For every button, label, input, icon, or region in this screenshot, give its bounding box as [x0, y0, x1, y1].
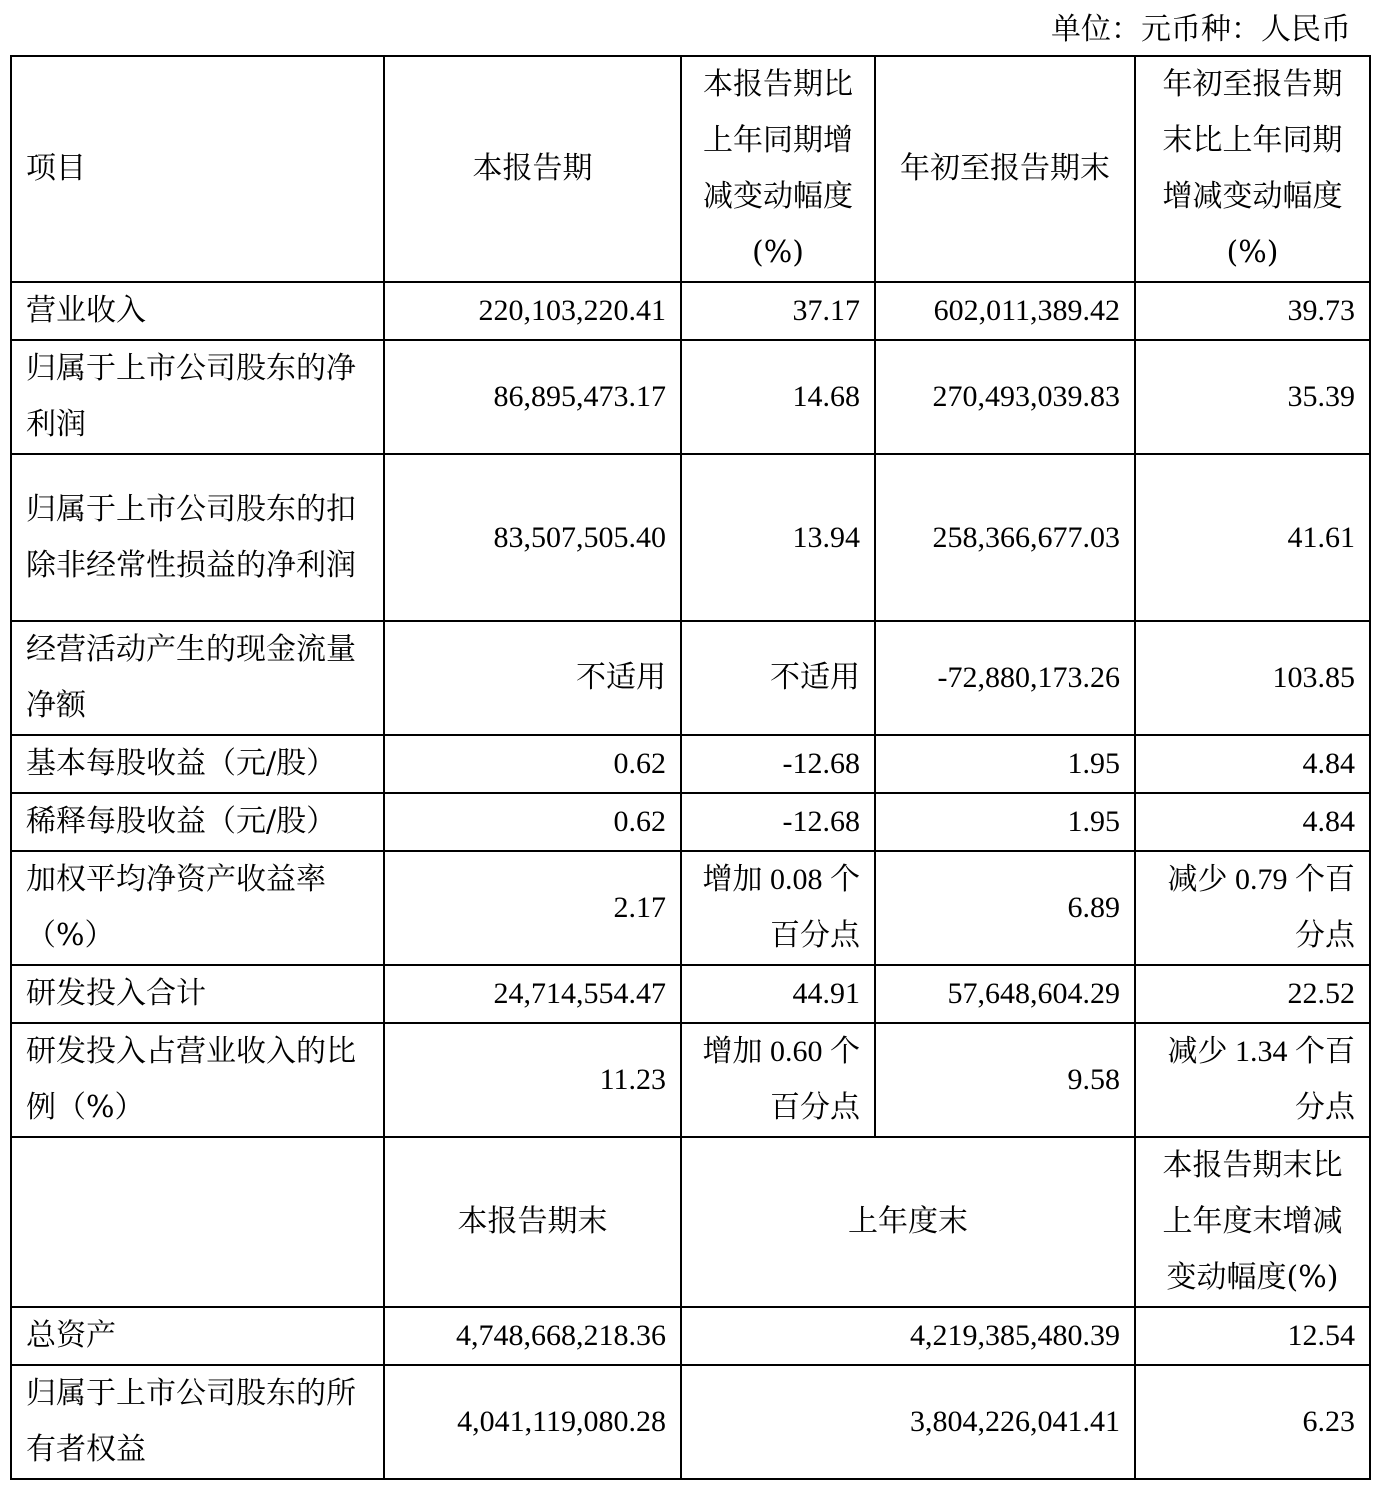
cell-current-change: 不适用 [681, 621, 875, 735]
row-label: 稀释每股收益（元/股） [11, 793, 384, 851]
cell-period-end: 4,748,668,218.36 [384, 1307, 681, 1365]
cell-ytd-change: 4.84 [1135, 735, 1370, 793]
table-row [11, 454, 1370, 621]
row-label: 归属于上市公司股东的扣除非经常性损益的净利润 [11, 454, 384, 621]
cell-current-change: 增加 0.08 个百分点 [681, 851, 875, 965]
cell-ytd-change: 39.73 [1135, 282, 1370, 340]
row-label: 研发投入合计 [11, 965, 384, 1023]
balance-header-item [11, 1137, 384, 1307]
cell-current: 2.17 [384, 851, 681, 965]
balance-header-change: 本报告期末比上年度末增减变动幅度(%) [1135, 1137, 1370, 1307]
table-row [11, 735, 1370, 793]
header-ytd-change: 年初至报告期末比上年同期增减变动幅度(%) [1135, 56, 1370, 282]
cell-ytd: 9.58 [875, 1023, 1135, 1137]
header-current-period-change: 本报告期比上年同期增减变动幅度(%) [681, 56, 875, 282]
cell-current: 不适用 [384, 621, 681, 735]
table-row [11, 1023, 1370, 1137]
cell-current-change: 13.94 [681, 454, 875, 621]
cell-current: 83,507,505.40 [384, 454, 681, 621]
cell-ytd-change: 103.85 [1135, 621, 1370, 735]
table-header-row [11, 56, 1370, 282]
table-row [11, 340, 1370, 454]
cell-ytd: 1.95 [875, 793, 1135, 851]
table-row [11, 793, 1370, 851]
cell-ytd-change: 22.52 [1135, 965, 1370, 1023]
table-row [11, 1365, 1370, 1479]
table-row [11, 1307, 1370, 1365]
table-row [11, 851, 1370, 965]
row-label: 归属于上市公司股东的净利润 [11, 340, 384, 454]
cell-ytd: 258,366,677.03 [875, 454, 1135, 621]
key-financial-data-table [10, 55, 1371, 1480]
cell-current: 24,714,554.47 [384, 965, 681, 1023]
cell-ytd: -72,880,173.26 [875, 621, 1135, 735]
cell-ytd-change: 4.84 [1135, 793, 1370, 851]
cell-ytd: 57,648,604.29 [875, 965, 1135, 1023]
cell-current-change: 37.17 [681, 282, 875, 340]
cell-period-end: 4,041,119,080.28 [384, 1365, 681, 1479]
cell-ytd: 270,493,039.83 [875, 340, 1135, 454]
table-row [11, 621, 1370, 735]
cell-current: 11.23 [384, 1023, 681, 1137]
balance-header-prior-year-end: 上年度末 [681, 1137, 1135, 1307]
cell-current: 220,103,220.41 [384, 282, 681, 340]
balance-header-period-end: 本报告期末 [384, 1137, 681, 1307]
row-label: 总资产 [11, 1307, 384, 1365]
cell-ytd: 6.89 [875, 851, 1135, 965]
header-ytd: 年初至报告期末 [875, 56, 1135, 282]
cell-current-change: 14.68 [681, 340, 875, 454]
cell-current: 0.62 [384, 793, 681, 851]
balance-header-row [11, 1137, 1370, 1307]
cell-ytd: 602,011,389.42 [875, 282, 1135, 340]
cell-ytd: 1.95 [875, 735, 1135, 793]
cell-ytd-change: 41.61 [1135, 454, 1370, 621]
cell-ytd-change: 35.39 [1135, 340, 1370, 454]
cell-change: 6.23 [1135, 1365, 1370, 1479]
row-label: 经营活动产生的现金流量净额 [11, 621, 384, 735]
row-label: 归属于上市公司股东的所有者权益 [11, 1365, 384, 1479]
cell-change: 12.54 [1135, 1307, 1370, 1365]
cell-prior-year-end: 4,219,385,480.39 [681, 1307, 1135, 1365]
row-label: 基本每股收益（元/股） [11, 735, 384, 793]
cell-current: 86,895,473.17 [384, 340, 681, 454]
cell-ytd-change: 减少 1.34 个百分点 [1135, 1023, 1370, 1137]
cell-current-change: 44.91 [681, 965, 875, 1023]
table-row [11, 282, 1370, 340]
cell-ytd-change: 减少 0.79 个百分点 [1135, 851, 1370, 965]
cell-current-change: -12.68 [681, 735, 875, 793]
cell-current-change: -12.68 [681, 793, 875, 851]
row-label: 加权平均净资产收益率（%） [11, 851, 384, 965]
table-row [11, 965, 1370, 1023]
row-label: 营业收入 [11, 282, 384, 340]
header-current-period: 本报告期 [384, 56, 681, 282]
header-item: 项目 [11, 56, 384, 282]
unit-currency-label: 单位：元币种：人民币 [1051, 12, 1351, 47]
row-label: 研发投入占营业收入的比例（%） [11, 1023, 384, 1137]
cell-prior-year-end: 3,804,226,041.41 [681, 1365, 1135, 1479]
cell-current-change: 增加 0.60 个百分点 [681, 1023, 875, 1137]
cell-current: 0.62 [384, 735, 681, 793]
